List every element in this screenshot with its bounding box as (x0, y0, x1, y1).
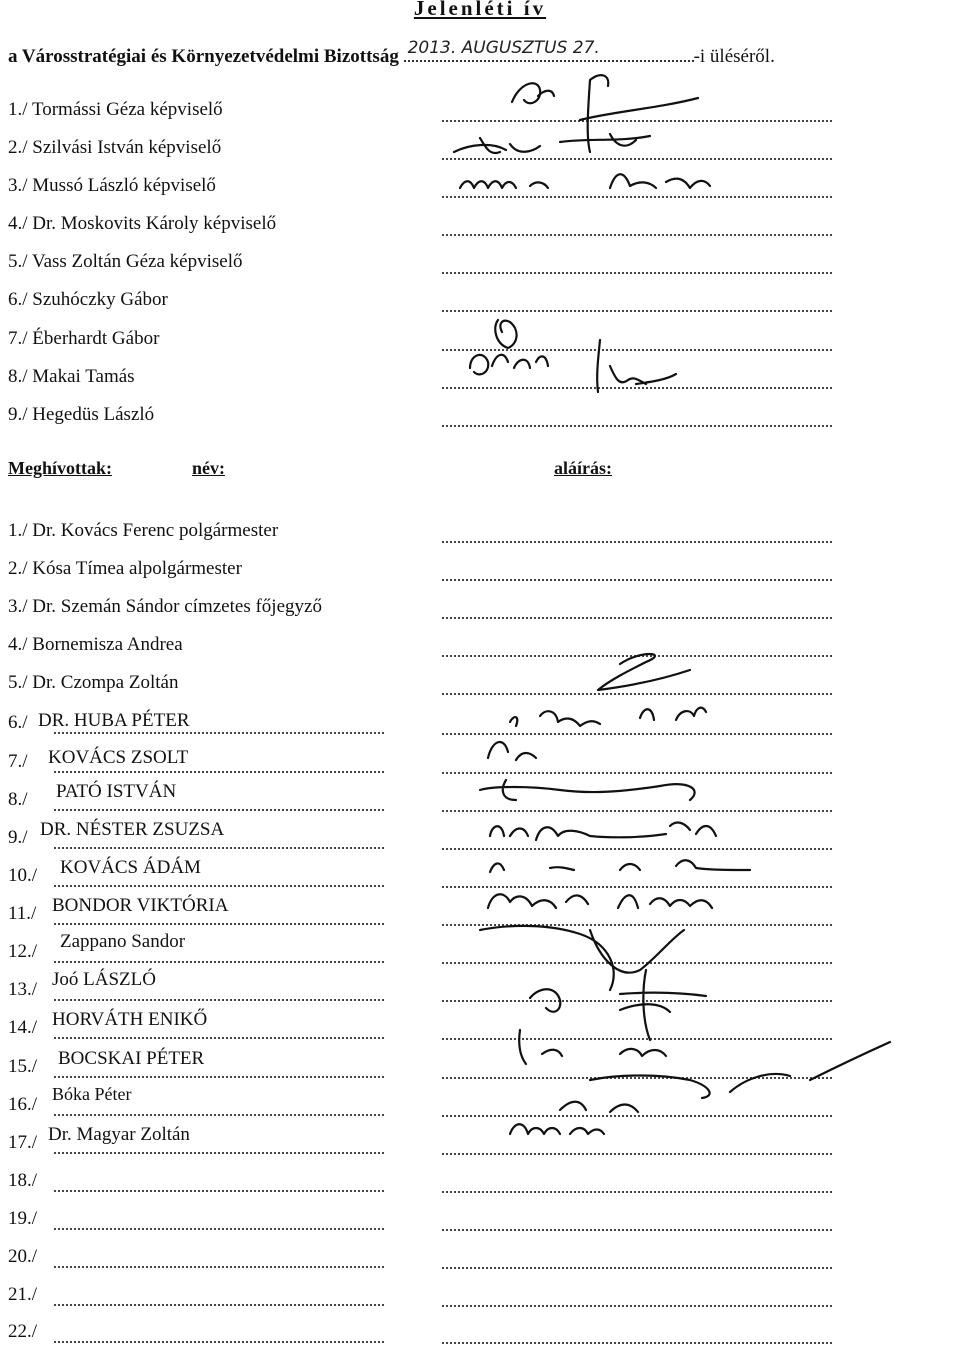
signature-scribble (597, 340, 676, 392)
handwritten-invitee-row (8, 1124, 428, 1158)
name-dotted-line[interactable] (54, 847, 384, 849)
name-dotted-line[interactable] (54, 999, 384, 1001)
name-dotted-line[interactable] (54, 1341, 384, 1343)
handwritten-invitee-row (8, 1048, 428, 1082)
handwritten-invitee-row (8, 1321, 428, 1347)
handwritten-invitee-row (8, 1208, 428, 1234)
invitee-row (8, 596, 322, 618)
signature-scribble (560, 1102, 638, 1112)
name-column-header: név: (192, 458, 225, 478)
name-dotted-line[interactable] (54, 1190, 384, 1192)
invitee-handwritten-name: HORVÁTH ENIKŐ (52, 1009, 208, 1030)
invitee-handwritten-name: Bóka Péter (52, 1084, 132, 1104)
member-name: Tormássi Géza képviselő (31, 99, 223, 120)
invitee-row (8, 558, 242, 580)
invitee-handwritten-name: Zappano Sandor (60, 931, 186, 952)
invitee-number: 21./ (8, 1284, 38, 1305)
invitee-row (8, 520, 278, 542)
member-name: Éberhardt Gábor (32, 328, 160, 349)
session-date-handwritten: 2013. AUGUSZTUS 27. (407, 38, 600, 58)
member-number: 4./ (8, 213, 28, 234)
member-signature-line[interactable] (442, 425, 832, 427)
member-row (8, 404, 154, 426)
invitee-number: 17./ (8, 1132, 38, 1153)
handwritten-invitee-row (8, 1246, 428, 1272)
member-number: 2./ (8, 137, 28, 158)
invitee-name: Bornemisza Andrea (32, 634, 183, 655)
invitee-number: 15./ (8, 1056, 38, 1077)
invitee-handwritten-name: Joó LÁSZLÓ (52, 969, 156, 990)
name-dotted-line[interactable] (54, 885, 384, 887)
member-signatures (440, 60, 740, 200)
invitee-signature-line[interactable] (442, 617, 832, 619)
invitee-signature-line[interactable] (442, 579, 832, 581)
invitee-name: Dr. Kovács Ferenc polgármester (32, 520, 279, 541)
member-name: Szilvási István képviselő (32, 137, 222, 158)
invitee-number: 4./ (8, 634, 28, 655)
signature-scribble (480, 926, 684, 990)
signature-scribble (488, 742, 536, 760)
invitee-signature-line[interactable] (442, 1229, 832, 1231)
name-dotted-line[interactable] (54, 1114, 384, 1116)
signature-scribble (488, 894, 712, 908)
invitee-handwritten-name: BOCSKAI PÉTER (58, 1048, 205, 1069)
member-number: 7./ (8, 328, 28, 349)
member-name: Vass Zoltán Géza képviselő (31, 251, 243, 272)
invitee-number: 8./ (8, 789, 28, 810)
member-name: Szuhóczky Gábor (32, 289, 168, 310)
handwritten-invitee-row (8, 969, 428, 1005)
member-number: 9./ (8, 404, 28, 425)
invitee-signature-line[interactable] (442, 1153, 832, 1155)
name-dotted-line[interactable] (54, 1228, 384, 1230)
session-suffix: -i üléséről. (693, 46, 775, 67)
handwritten-invitee-row (8, 747, 428, 777)
member-row (8, 328, 159, 350)
member-row (8, 175, 216, 197)
invitee-number: 6./ (8, 712, 28, 733)
handwritten-invitee-row (8, 1084, 428, 1120)
invitee-name: Dr. Szemán Sándor címzetes főjegyző (32, 596, 322, 617)
committee-name: a Városstratégiai és Környezetvédelmi Bizottság (8, 46, 399, 67)
handwritten-invitee-row (8, 1170, 428, 1196)
signature-scribble (510, 708, 706, 726)
invitee-handwritten-name: KOVÁCS ZSOLT (48, 747, 189, 768)
name-dotted-line[interactable] (54, 732, 384, 734)
member-number: 6./ (8, 289, 28, 310)
name-dotted-line[interactable] (54, 771, 384, 773)
member-name: Dr. Moskovits Károly képviselő (32, 213, 277, 234)
name-dotted-line[interactable] (54, 923, 384, 925)
invitee-number: 14./ (8, 1017, 38, 1038)
invitee-number: 9./ (8, 827, 28, 848)
signature-scribble (490, 860, 750, 872)
member-signature-line[interactable] (442, 272, 832, 274)
member-name: Mussó László képviselő (32, 175, 216, 196)
document-title: Jelenléti ív (413, 0, 547, 20)
member-row (8, 213, 276, 235)
name-dotted-line[interactable] (54, 1152, 384, 1154)
name-dotted-line[interactable] (54, 1266, 384, 1268)
signature-scribble (598, 654, 690, 690)
invitee-number: 19./ (8, 1208, 38, 1229)
invitee-handwritten-name: KOVÁCS ÁDÁM (60, 857, 201, 878)
invitee-number: 7./ (8, 751, 28, 772)
invitee-handwritten-name: DR. HUBA PÉTER (38, 710, 190, 731)
invitee-signature-line[interactable] (442, 541, 832, 543)
invitee-number: 3./ (8, 596, 28, 617)
member-row (8, 137, 221, 159)
member-signature-line[interactable] (442, 234, 832, 236)
invitee-number: 12./ (8, 941, 38, 962)
invitee-signatures (470, 640, 910, 1140)
invitee-number: 20./ (8, 1246, 38, 1267)
invitee-number: 22./ (8, 1321, 38, 1342)
name-dotted-line[interactable] (54, 809, 384, 811)
invitee-handwritten-name: PATÓ ISTVÁN (56, 781, 177, 802)
invitee-name: Dr. Czompa Zoltán (32, 672, 179, 693)
signature-scribble (519, 1030, 666, 1064)
invitee-number: 1./ (8, 520, 28, 541)
name-dotted-line[interactable] (54, 1304, 384, 1306)
member-signatures-7-8 (440, 310, 740, 400)
invitee-row (8, 672, 178, 694)
invitee-handwritten-name: BONDOR VIKTÓRIA (52, 895, 229, 916)
member-number: 5./ (8, 251, 28, 272)
invitee-signature-line[interactable] (442, 1267, 832, 1269)
invitee-signature-line[interactable] (442, 1305, 832, 1307)
invitee-number: 10./ (8, 865, 38, 886)
member-row (8, 366, 135, 388)
invitee-number: 16./ (8, 1094, 38, 1115)
signature-column-header: aláírás: (554, 458, 612, 478)
invitee-number: 2./ (8, 558, 28, 579)
handwritten-invitee-row (8, 895, 428, 929)
invitee-signature-line[interactable] (442, 1191, 832, 1193)
signature-scribble (480, 780, 695, 800)
invitee-row (8, 634, 183, 656)
handwritten-invitee-row (8, 1284, 428, 1310)
signature-scribble (490, 823, 716, 840)
invitee-signature-line[interactable] (442, 1342, 832, 1344)
handwritten-invitee-row (8, 931, 428, 967)
member-row (8, 251, 242, 273)
handwritten-invitee-row (8, 781, 428, 815)
handwritten-invitee-row (8, 1009, 428, 1043)
invitee-number: 11./ (8, 903, 37, 924)
invitee-handwritten-name: Dr. Magyar Zoltán (48, 1124, 190, 1145)
member-name: Makai Tamás (32, 366, 135, 387)
member-number: 8./ (8, 366, 28, 387)
handwritten-invitee-row (8, 819, 428, 853)
invitee-number: 18./ (8, 1170, 38, 1191)
member-name: Hegedüs László (32, 404, 155, 425)
member-row (8, 289, 168, 311)
invitees-header-label: Meghívottak: (8, 458, 112, 478)
member-number: 3./ (8, 175, 28, 196)
handwritten-invitee-row (8, 857, 428, 891)
invitee-name: Kósa Tímea alpolgármester (32, 558, 242, 579)
signature-scribble (460, 174, 710, 188)
signature-scribble (470, 320, 548, 374)
signature-scribble (454, 134, 650, 153)
name-dotted-line[interactable] (54, 1076, 384, 1078)
signature-scribble (510, 1124, 604, 1134)
member-number: 1./ (8, 99, 28, 120)
invitee-number: 13./ (8, 979, 38, 1000)
name-dotted-line[interactable] (54, 1037, 384, 1039)
name-dotted-line[interactable] (54, 961, 384, 963)
handwritten-invitee-row (8, 712, 428, 738)
member-row (8, 99, 223, 121)
invitee-number: 5./ (8, 672, 28, 693)
invitee-handwritten-name: DR. NÉSTER ZSUZSA (40, 819, 225, 840)
signature-scribble (530, 970, 706, 1040)
